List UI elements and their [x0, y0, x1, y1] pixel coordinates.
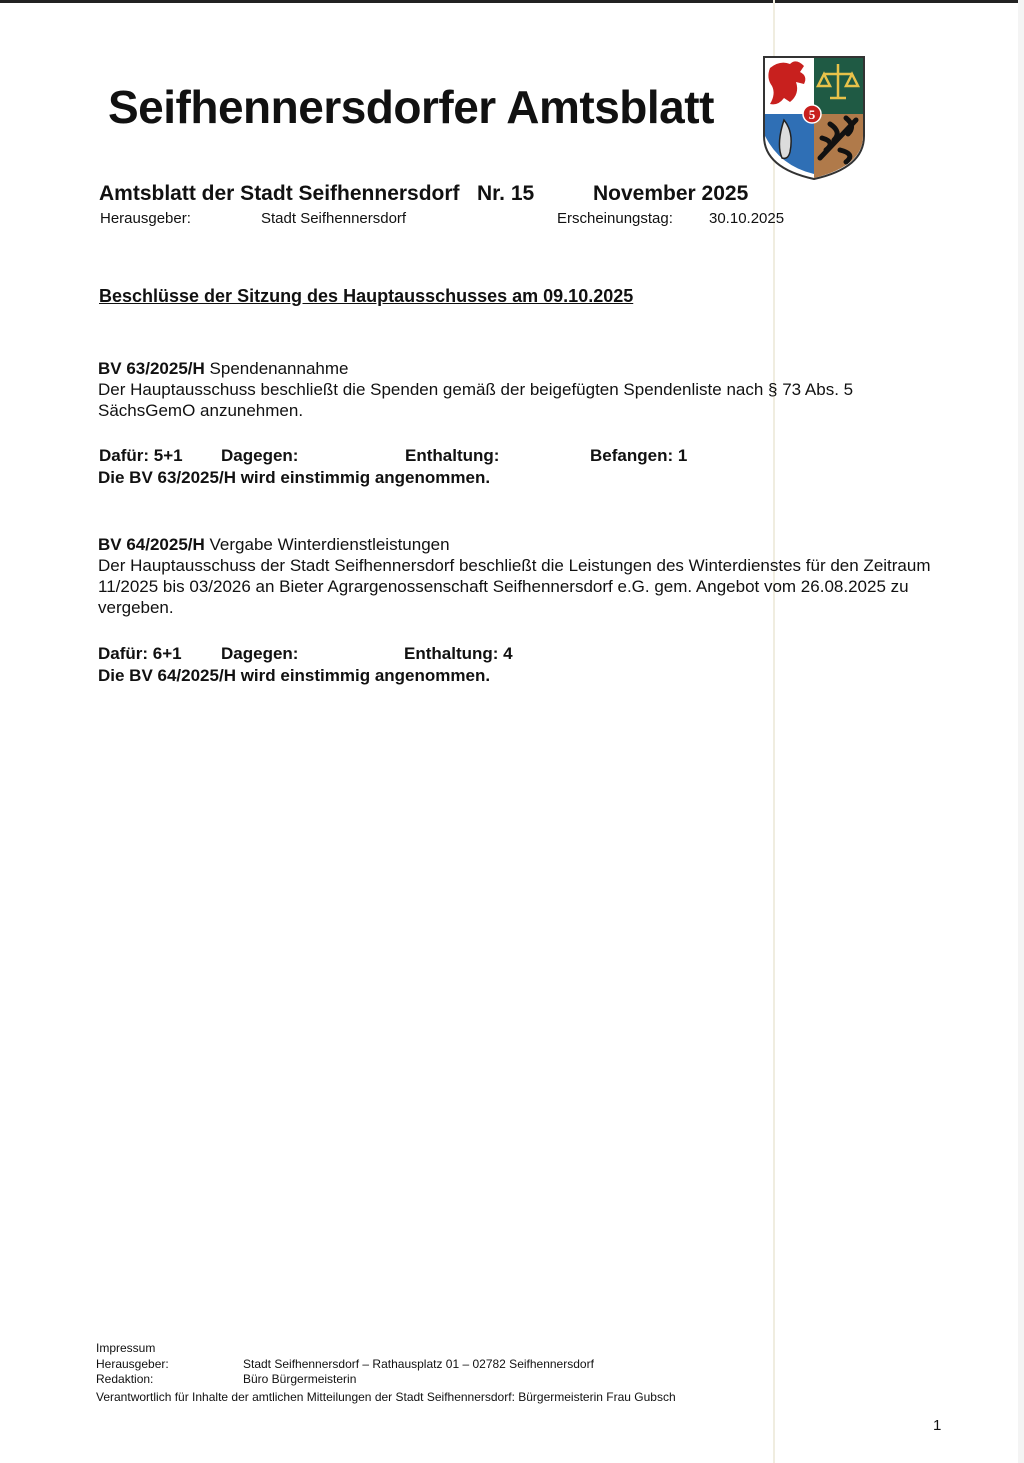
impressum-publisher-value: Stadt Seifhennersdorf – Rathausplatz 01 – 02782 Seifhennersdorf	[243, 1357, 594, 1371]
impressum-responsible: Verantwortlich für Inhalte der amtlichen Mitteilungen der Stadt Seifhennersdorf: Bürgermeisterin Frau Gubsch	[96, 1390, 676, 1404]
resolution-result: Die BV 64/2025/H wird einstimmig angenommen.	[98, 666, 491, 685]
vote-against: Dagegen:	[221, 644, 299, 663]
publication-date-value: 30.10.2025	[709, 210, 785, 227]
publication-date-label: Erscheinungstag:	[557, 210, 673, 227]
impressum-editor-label: Redaktion:	[96, 1372, 154, 1386]
vote-for: Dafür: 5+1	[99, 446, 183, 465]
resolution-subject: Vergabe Winterdienstleistungen	[209, 535, 450, 554]
resolution-id: BV 63/2025/H	[98, 359, 205, 378]
issue-number: Nr. 15	[477, 182, 535, 205]
resolution-subject: Spendenannahme	[209, 359, 349, 378]
page-number: 1	[933, 1417, 942, 1434]
issue-month: November 2025	[593, 182, 749, 205]
scan-top-edge	[0, 0, 1024, 3]
vote-biased: Befangen: 1	[590, 446, 688, 465]
vote-abstain: Enthaltung: 4	[404, 644, 513, 663]
resolution-result: Die BV 63/2025/H wird einstimmig angenommen.	[98, 468, 491, 487]
resolution-text: Der Hauptausschuss der Stadt Seifhennersdorf beschließt die Leistungen des Winterdienstes für den Zeitraum 11/2025 bis 03/2026 an Bieter Agrargenossenschaft Seifhennersdorf e.G. gem. Angebot vom 26.08.2025 zu vergeben.	[98, 556, 931, 617]
scan-right-edge	[1018, 0, 1024, 1463]
resolution-text: Der Hauptausschuss beschließt die Spenden gemäß der beigefügten Spendenliste nach § 73 Abs. 5 SächsGemO anzunehmen.	[98, 380, 854, 420]
vote-against: Dagegen:	[221, 446, 299, 465]
impressum-publisher-label: Herausgeber:	[96, 1357, 169, 1371]
document-title: Seifhennersdorfer Amtsblatt	[108, 81, 714, 133]
impressum-heading: Impressum	[96, 1341, 156, 1355]
coat-of-arms	[760, 54, 868, 182]
impressum-editor-value: Büro Bürgermeisterin	[243, 1372, 357, 1386]
section-title: Beschlüsse der Sitzung des Hauptausschusses am 09.10.2025	[99, 286, 634, 306]
publisher-value: Stadt Seifhennersdorf	[261, 210, 407, 227]
publisher-label: Herausgeber:	[100, 210, 191, 227]
resolution-id: BV 64/2025/H	[98, 535, 205, 554]
vote-for: Dafür: 6+1	[98, 644, 182, 663]
gazette-name: Amtsblatt der Stadt Seifhennersdorf	[99, 182, 460, 205]
vote-abstain: Enthaltung:	[405, 446, 500, 465]
crest-number: 5	[808, 107, 816, 122]
resolution-block	[98, 534, 938, 618]
resolution-block	[98, 358, 938, 421]
